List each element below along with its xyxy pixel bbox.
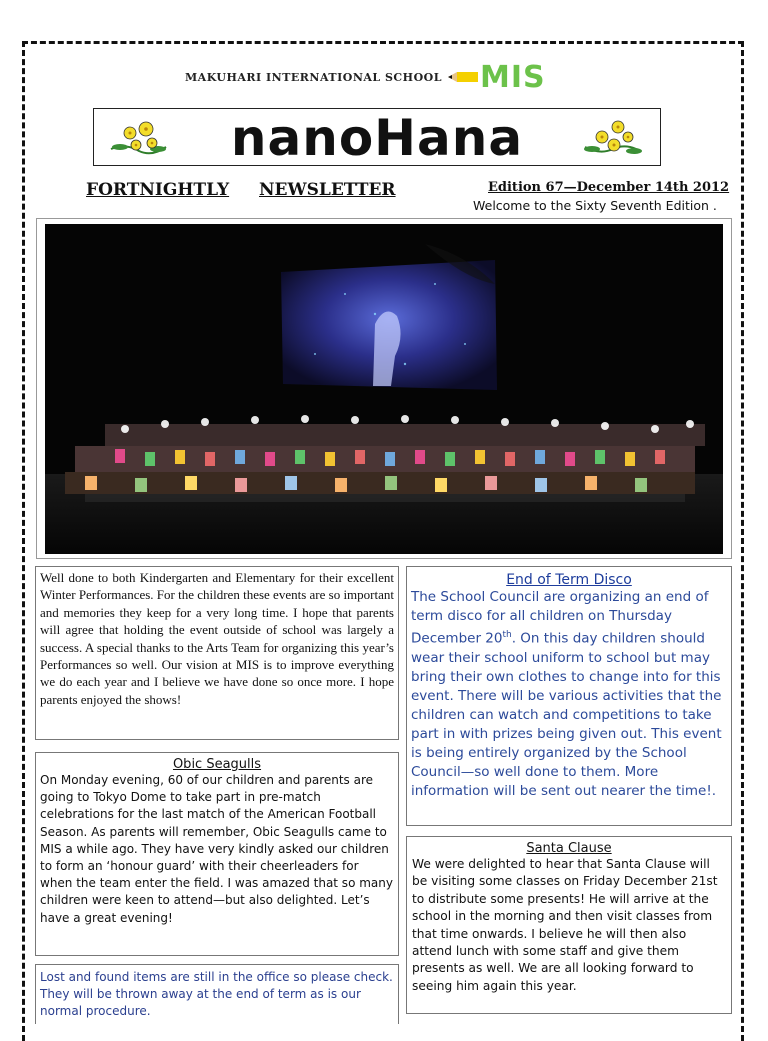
school-header bbox=[185, 60, 565, 94]
subhead-fortnightly: FORTNIGHTLY bbox=[86, 180, 230, 200]
intro-text: Well done to both Kindergarten and Elementary for their excellent Winter Performances. For the children these events are so important and memories they keep for a very long time. I hope that parents will agree that holding the event outside of school was largely a success. A special thanks to the Arts Team for organizing this year’s Performances so well. Our vision at MIS is to improve everything we do each year and I believe we have done so once more. I hope parents enjoyed the shows! bbox=[40, 570, 394, 707]
obic-seagulls-title: Obic Seagulls bbox=[172, 757, 262, 772]
mis-logo: MIS bbox=[479, 59, 546, 95]
photo-frame bbox=[36, 218, 732, 559]
santa-clause-box bbox=[406, 836, 732, 1014]
newsletter-title-box bbox=[93, 108, 661, 166]
school-name: MAKUHARI INTERNATIONAL SCHOOL bbox=[185, 70, 442, 84]
subhead-newsletter: NEWSLETTER bbox=[259, 180, 396, 200]
newsletter-title: nanoHana bbox=[230, 109, 524, 167]
end-of-term-disco-text bbox=[407, 588, 731, 801]
intro-box bbox=[35, 566, 399, 740]
end-of-term-disco-title: End of Term Disco bbox=[506, 572, 632, 588]
santa-clause-title: Santa Clause bbox=[526, 841, 612, 856]
welcome-line: Welcome to the Sixty Seventh Edition . bbox=[473, 198, 717, 213]
end-of-term-disco-box bbox=[406, 566, 732, 826]
obic-seagulls-text: On Monday evening, 60 of our children and parents are going to Tokyo Dome to take part in pre-match celebrations for the last match of the American Football Season. As parents will remember, Obic Seagulls came to MIS a while ago. They have very kindly asked our children to form an ‘honour guard’ with their cheerleaders for when the team enter the field. I was amazed that so many children were keen to attend—but also delighted. Let’s have a great evening! bbox=[40, 773, 393, 925]
obic-seagulls-box bbox=[35, 752, 399, 956]
rapeseed-flower-icon bbox=[580, 115, 646, 161]
stage-performance-photo bbox=[45, 224, 723, 554]
pencil-icon bbox=[448, 70, 478, 84]
edition-label: Edition 67—December 14th 2012 bbox=[488, 180, 730, 195]
santa-clause-text: We were delighted to hear that Santa Clause will be visiting some classes on Friday December 21st to distribute some presents! He will arrive at the school in the morning and then visit classes from that time onwards. I believe he will then also attend lunch with some staff and give them presents as well. We are all looking forward to seeing him again this year. bbox=[412, 857, 718, 993]
disco-text-part-2: . On this day children should wear their school uniform to school but may bring their own clothes to change into for this event. There will be various activities that the children can watch and competitions to take part in with prizes being given out. This event is being entirely organized by the School Council—so well done to them. More information will be sent out nearer the time!. bbox=[411, 630, 722, 799]
lost-found-box bbox=[35, 964, 399, 1024]
disco-date-suffix: th bbox=[502, 630, 512, 640]
lost-found-text: Lost and found items are still in the office so please check. They will be thrown away at the end of term as is our normal procedure. bbox=[40, 970, 393, 1019]
disco-text-part-1: The School Council are organizing an end of term disco for all children on Thursday December 20 bbox=[411, 589, 709, 647]
